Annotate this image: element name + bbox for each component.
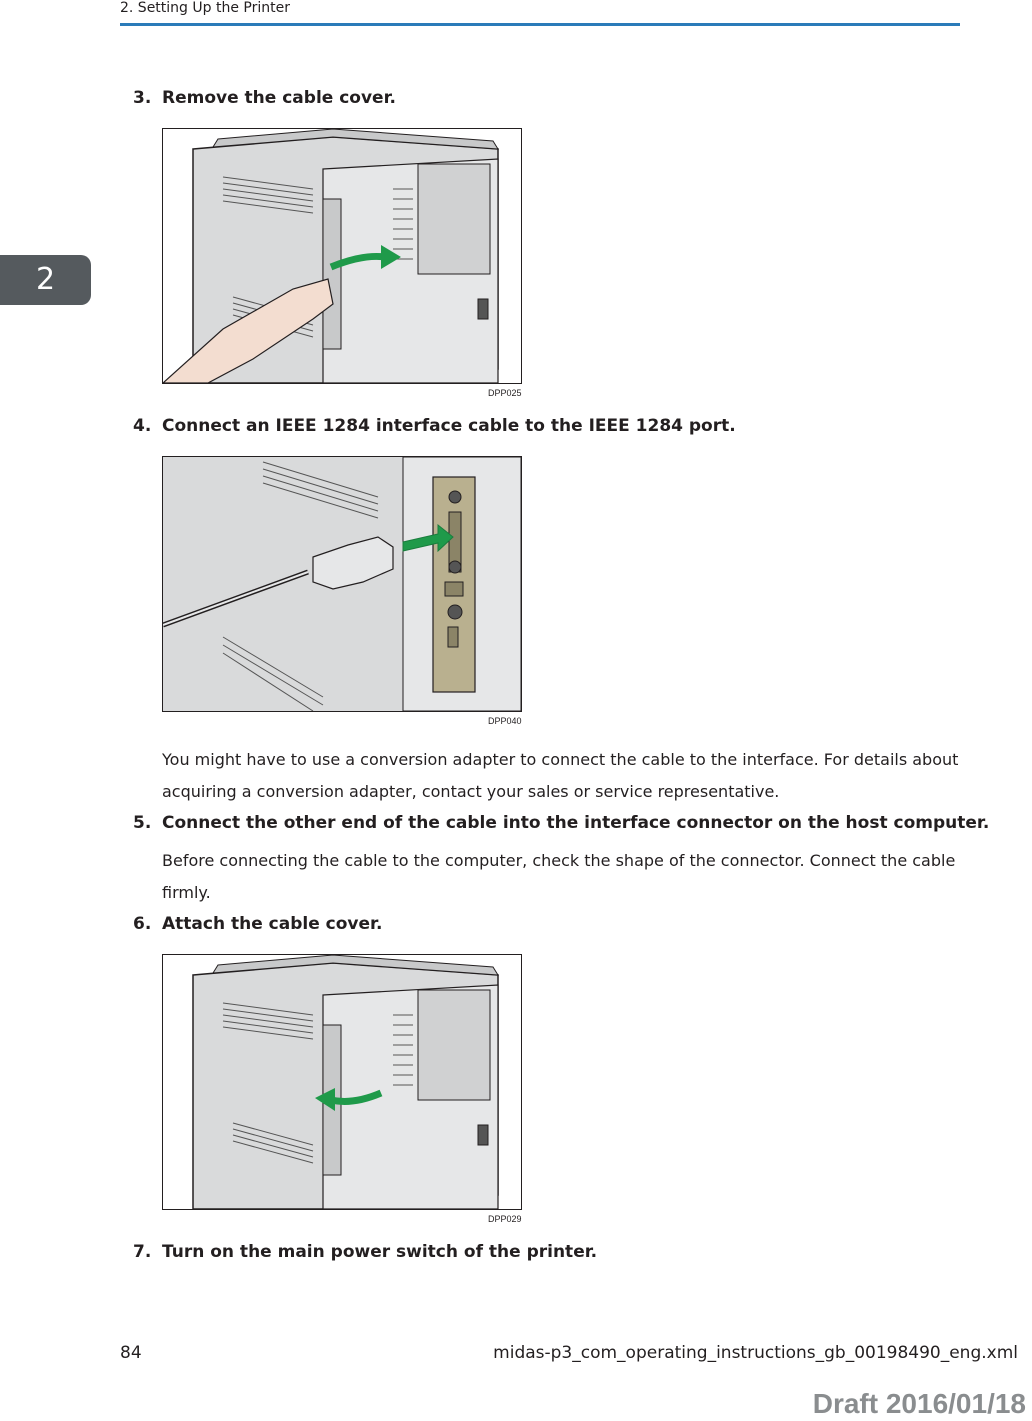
step-text: Connect an IEEE 1284 interface cable to the IEEE 1284 port. [162,416,736,436]
chapter-tab: 2 [0,255,91,305]
step-text: Turn on the main power switch of the printer. [162,1242,598,1262]
figure-attach-cable-cover [162,954,522,1210]
step-number: 4. [133,416,152,436]
step-3 [133,88,396,108]
running-header: 2. Setting Up the Printer [120,0,290,16]
figure-connect-ieee1284-cable [162,456,522,712]
figure-code: DPP029 [488,1214,522,1224]
step-7 [133,1242,597,1262]
step-4-note: You might have to use a conversion adapter to connect the cable to the interface. For details about acquiring a conversion adapter, contact your sales or service representative. [162,750,959,801]
step-text: Remove the cable cover. [162,88,396,108]
figure-remove-cable-cover [162,128,522,384]
printer-illustration [163,955,521,1209]
header-rule [120,23,960,26]
step-text: Connect the other end of the cable into the interface connector on the host computer. [162,813,990,833]
step-number: 6. [133,914,152,934]
draft-watermark: Draft 2016/01/18 [812,1388,1026,1419]
step-number: 7. [133,1242,152,1262]
footer-filename: midas-p3_com_operating_instructions_gb_00198490_eng.xml [493,1343,1018,1363]
step-text: Attach the cable cover. [162,914,383,934]
printer-illustration [163,129,521,383]
figure-code: DPP040 [488,716,522,726]
step-number: 5. [133,813,152,833]
step-5 [133,813,989,833]
step-number: 3. [133,88,152,108]
printer-port-illustration [163,457,521,711]
page-number: 84 [120,1343,142,1363]
figure-code: DPP025 [488,388,522,398]
step-6 [133,914,382,934]
step-4 [133,416,736,436]
step-5-note: Before connecting the cable to the computer, check the shape of the connector. Connect the cable firmly. [162,851,956,902]
